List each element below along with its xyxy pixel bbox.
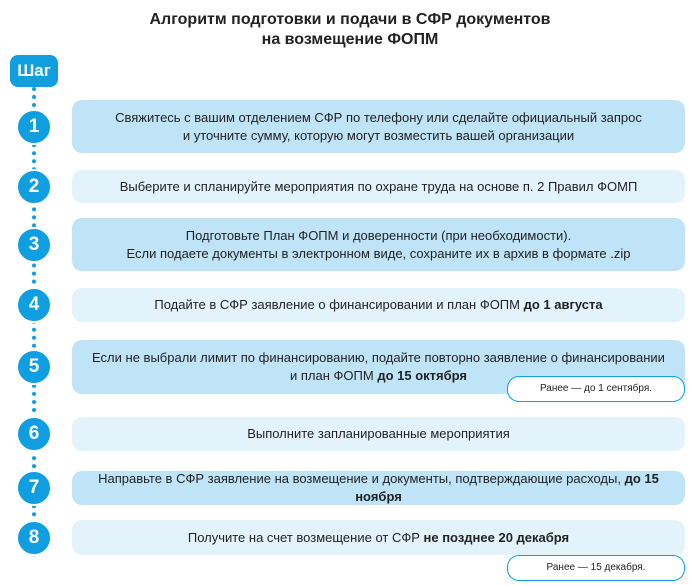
step-text-line	[247, 425, 510, 443]
title-line: на возмещение ФОПМ	[261, 31, 439, 48]
step-text: Выполните запланированные мероприятия	[247, 426, 510, 441]
step-number-3: 3	[16, 227, 52, 263]
step-text: Если подаете документы в электронном виде, сохраните их в архив в формате .zip	[126, 245, 631, 261]
step-box-8	[72, 520, 685, 555]
step-text: Получите на счет возмещение от СФР	[187, 529, 424, 545]
step-text-line	[115, 127, 642, 145]
deadline-text: до 15 октября	[377, 368, 467, 383]
step-text: Подайте в СФР заявление о финансировании и план ФОПМ	[154, 297, 524, 312]
step-box-2	[72, 170, 685, 203]
step-text: Если не выбрали лимит по финансированию, подайте повторно заявление о финансировании	[92, 350, 665, 365]
step-text-line	[127, 245, 631, 263]
step-text: Выберите и спланируйте мероприятия по охране труда на основе п. 2 Правил ФОМП	[119, 178, 638, 194]
step-text-line	[115, 109, 642, 127]
previous-deadline-note: Ранее — до 1 сентября.	[507, 376, 685, 402]
step-text-line	[127, 227, 631, 245]
step-number-8: 8	[16, 520, 52, 556]
step-text-line	[92, 470, 665, 506]
deadline-text: не позднее 20 декабря	[423, 529, 570, 545]
step-box-4	[72, 288, 685, 322]
step-box-6	[72, 417, 685, 451]
deadline-text: до 15 ноября	[355, 471, 659, 504]
step-box-3	[72, 218, 685, 271]
step-number-5: 5	[16, 349, 52, 385]
step-number-2: 2	[16, 169, 52, 205]
step-text-line	[92, 349, 665, 367]
step-text-line	[188, 529, 569, 547]
step-text-line	[120, 178, 638, 196]
step-number-4: 4	[16, 287, 52, 323]
step-text: и уточните сумму, которую могут возместить вашей организации	[182, 127, 575, 143]
step-badge: Шаг	[10, 55, 58, 87]
step-text: Направьте в СФР заявление на возмещение и документы, подтверждающие расходы,	[98, 471, 625, 486]
step-text: Свяжитесь с вашим отделением СФР по телефону или сделайте официальный запрос	[115, 109, 642, 125]
step-number-6: 6	[16, 416, 52, 452]
title-line: Алгоритм подготовки и подачи в СФР документов	[149, 11, 551, 28]
previous-deadline-note: Ранее — 15 декабря.	[507, 555, 685, 581]
step-number-7: 7	[16, 470, 52, 506]
page-title	[100, 10, 600, 50]
step-text: Подготовьте План ФОПМ и доверенности (при необходимости).	[185, 227, 572, 243]
step-number-1: 1	[16, 109, 52, 145]
step-box-1	[72, 100, 685, 153]
step-box-7	[72, 471, 685, 505]
step-text-line	[154, 296, 602, 314]
step-text: и план ФОПМ	[290, 368, 378, 383]
deadline-text: до 1 августа	[523, 297, 603, 312]
